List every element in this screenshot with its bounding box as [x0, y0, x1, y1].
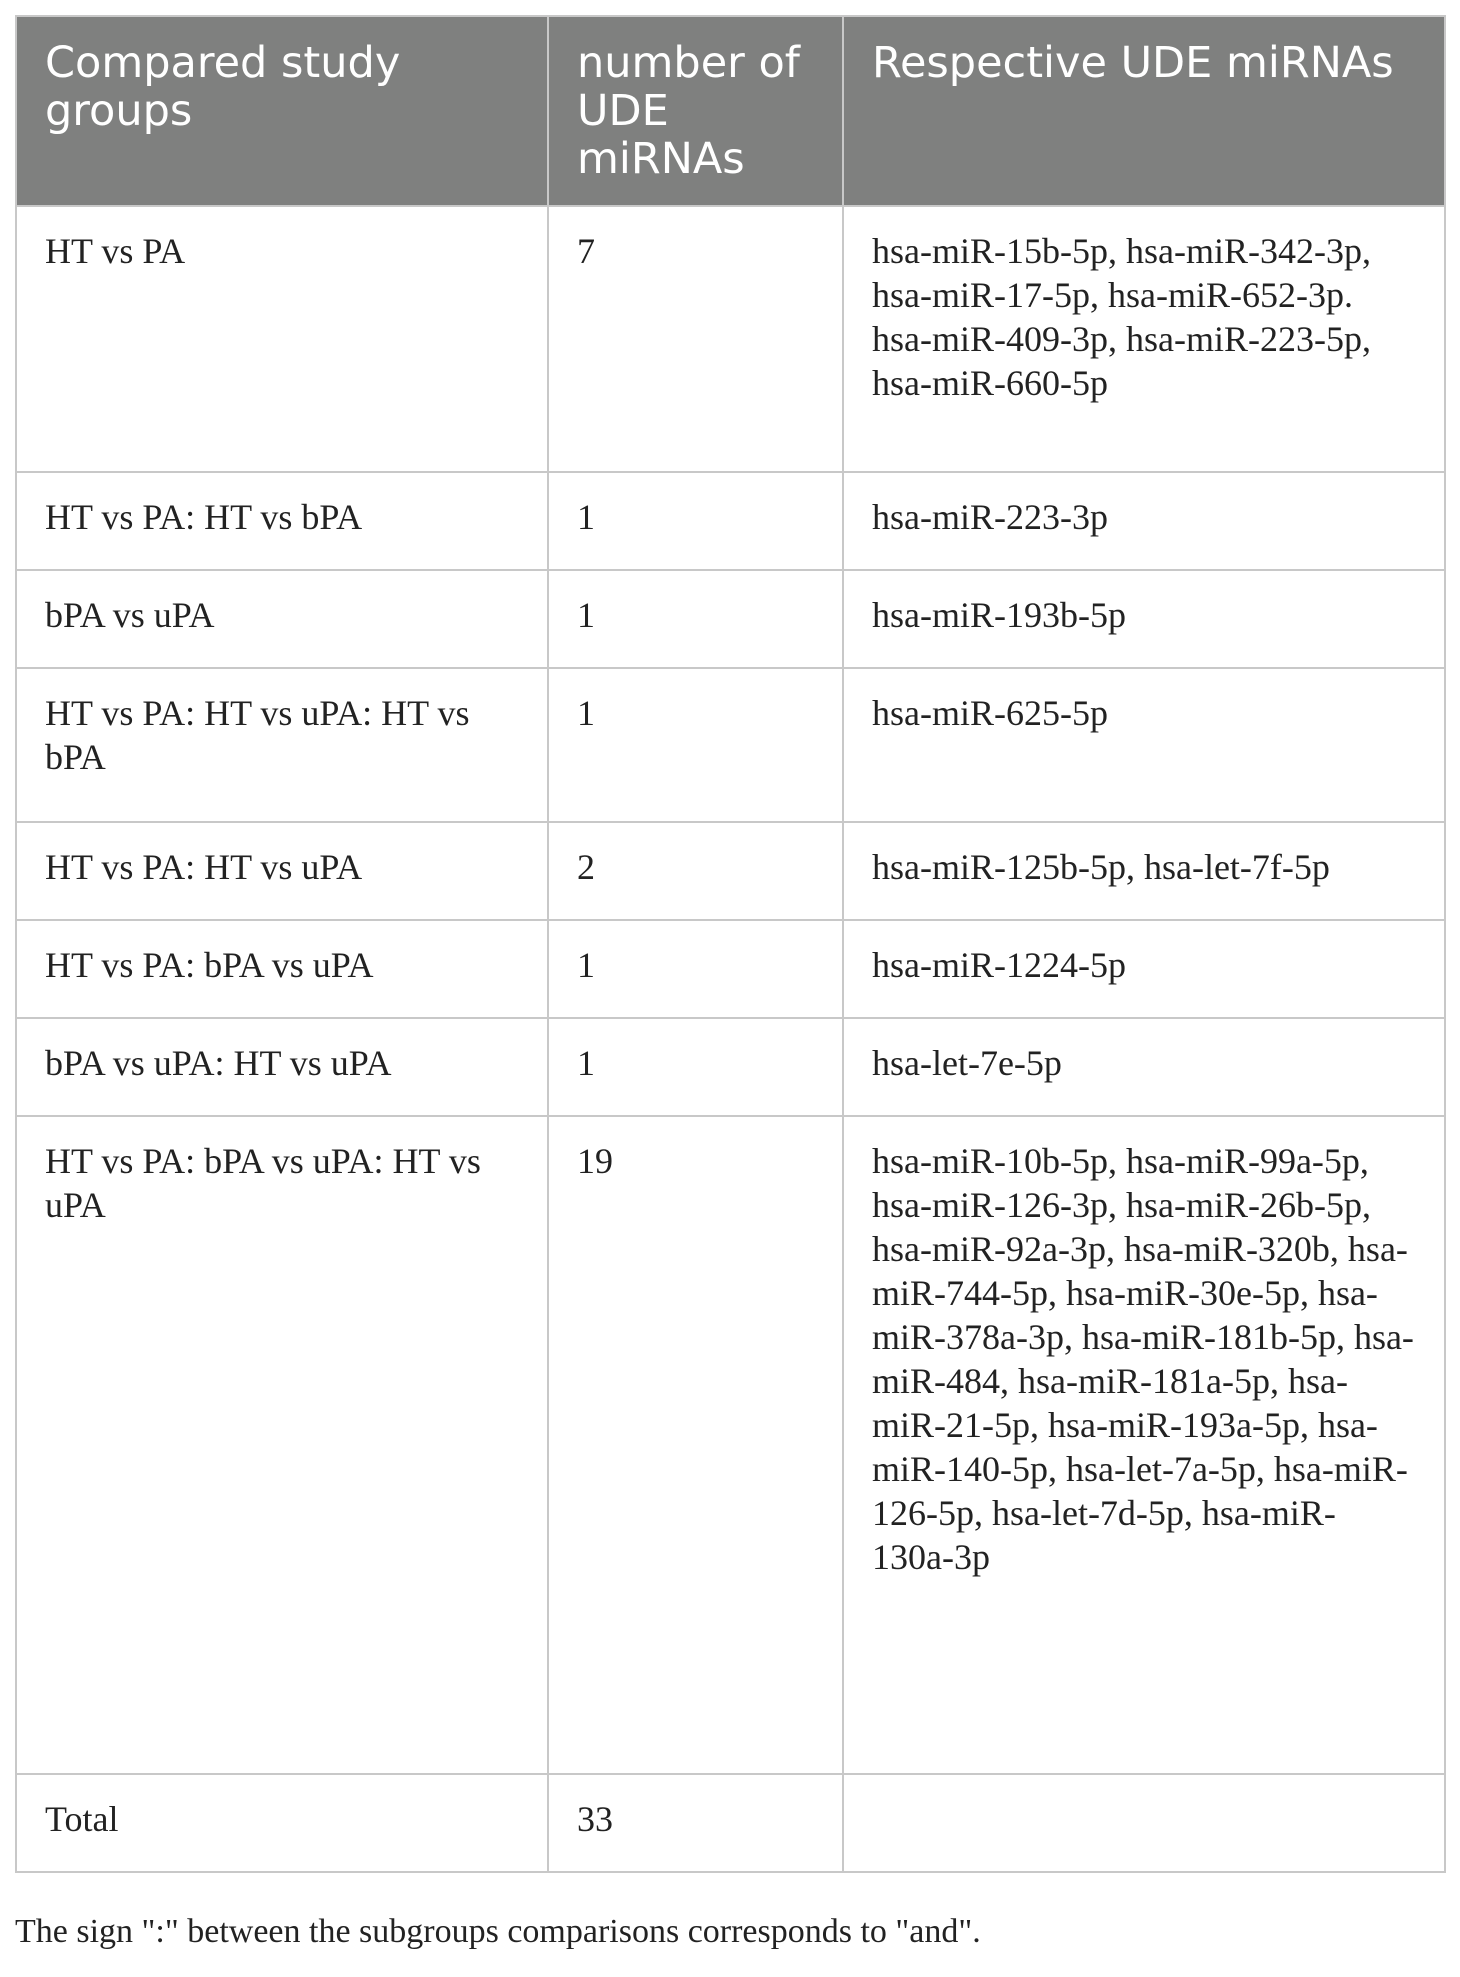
- table-body: [16, 206, 1445, 1872]
- table-row: [16, 920, 1445, 1018]
- cell-count: 1: [548, 920, 843, 1018]
- cell-groups: HT vs PA: bPA vs uPA: HT vs uPA: [16, 1116, 548, 1774]
- cell-mirnas: hsa-miR-15b-5p, hsa-miR-342-3p, hsa-miR-17-5p, hsa-miR-652-3p. hsa-miR-409-3p, hsa-miR-223-5p, hsa-miR-660-5p: [843, 206, 1445, 472]
- header-row: [16, 16, 1445, 206]
- cell-mirnas: hsa-miR-1224-5p: [843, 920, 1445, 1018]
- cell-mirnas: hsa-let-7e-5p: [843, 1018, 1445, 1116]
- cell-groups: bPA vs uPA: HT vs uPA: [16, 1018, 548, 1116]
- table-row: [16, 668, 1445, 822]
- cell-count: 1: [548, 1018, 843, 1116]
- cell-mirnas: hsa-miR-193b-5p: [843, 570, 1445, 668]
- cell-mirnas: hsa-miR-223-3p: [843, 472, 1445, 570]
- table-footnote: The sign ":" between the subgroups comparisons corresponds to "and".: [15, 1913, 981, 1950]
- mirna-table-container: [15, 15, 1444, 1873]
- table-header: [16, 16, 1445, 206]
- cell-count: 19: [548, 1116, 843, 1774]
- cell-count: 1: [548, 472, 843, 570]
- cell-groups: HT vs PA: HT vs uPA: HT vs bPA: [16, 668, 548, 822]
- cell-groups: HT vs PA: HT vs bPA: [16, 472, 548, 570]
- table-row-total: [16, 1774, 1445, 1872]
- cell-mirnas: hsa-miR-10b-5p, hsa-miR-99a-5p, hsa-miR-126-3p, hsa-miR-26b-5p, hsa-miR-92a-3p, hsa-miR-320b, hsa-miR-744-5p, hsa-miR-30e-5p, hsa-miR-378a-3p, hsa-miR-181b-5p, hsa-miR-484, hsa-miR-181a-5p, hsa-miR-21-5p, hsa-miR-193a-5p, hsa-miR-140-5p, hsa-let-7a-5p, hsa-miR-126-5p, hsa-let-7d-5p, hsa-miR-130a-3p: [843, 1116, 1445, 1774]
- cell-groups: HT vs PA: [16, 206, 548, 472]
- header-respective-mirnas: Respective UDE miRNAs: [843, 16, 1445, 206]
- table-row: [16, 1116, 1445, 1774]
- cell-mirnas: [843, 1774, 1445, 1872]
- cell-count: 1: [548, 570, 843, 668]
- cell-count: 7: [548, 206, 843, 472]
- cell-groups: HT vs PA: bPA vs uPA: [16, 920, 548, 1018]
- cell-groups: bPA vs uPA: [16, 570, 548, 668]
- cell-groups: Total: [16, 1774, 548, 1872]
- header-number-of-mirnas: number of UDE miRNAs: [548, 16, 843, 206]
- cell-count: 2: [548, 822, 843, 920]
- cell-count: 1: [548, 668, 843, 822]
- cell-groups: HT vs PA: HT vs uPA: [16, 822, 548, 920]
- table-row: [16, 822, 1445, 920]
- table-row: [16, 206, 1445, 472]
- cell-mirnas: hsa-miR-625-5p: [843, 668, 1445, 822]
- cell-mirnas: hsa-miR-125b-5p, hsa-let-7f-5p: [843, 822, 1445, 920]
- table-row: [16, 570, 1445, 668]
- table-row: [16, 472, 1445, 570]
- cell-count: 33: [548, 1774, 843, 1872]
- table-row: [16, 1018, 1445, 1116]
- header-compared-groups: Compared study groups: [16, 16, 548, 206]
- mirna-table: [15, 15, 1446, 1873]
